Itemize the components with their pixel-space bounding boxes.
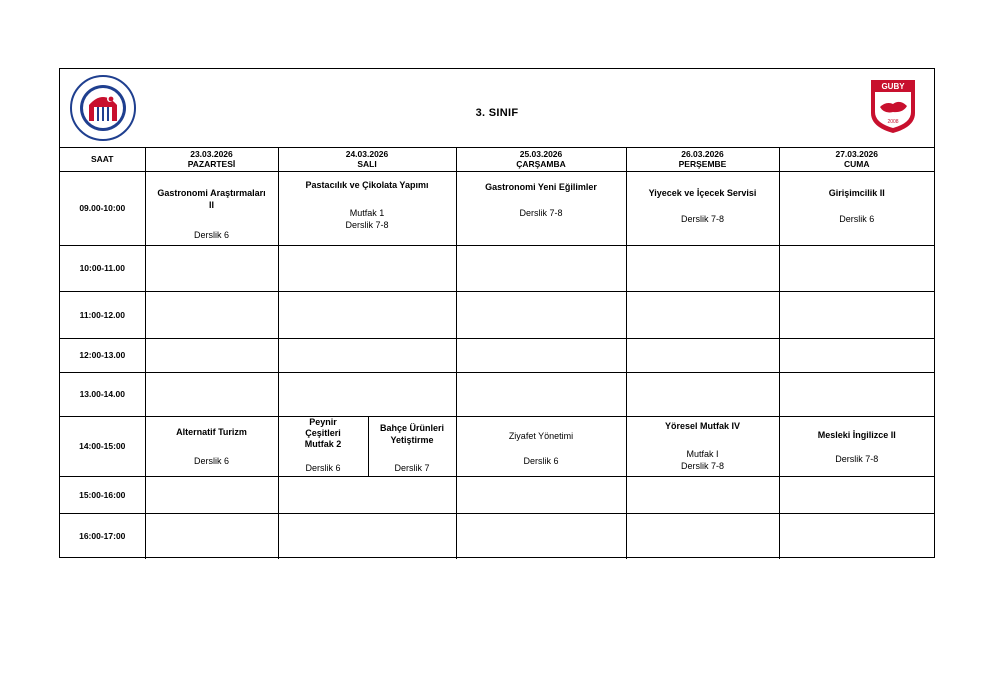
day-header-monday: 23.03.2026 PAZARTESİ [145, 147, 278, 171]
class-cell: Girişimcilik II Derslik 6 [779, 171, 934, 245]
class-cell: Yöresel Mutfak IV Mutfak I Derslik 7-8 [626, 416, 779, 476]
class-cell: Mesleki İngilizce II Derslik 7-8 [779, 416, 934, 476]
day-header-thursday: 26.03.2026 PERŞEMBE [626, 147, 779, 171]
time-cell: 13.00-14.00 [60, 372, 145, 416]
table-row [60, 171, 934, 245]
schedule-sheet [59, 68, 935, 558]
class-cell: Alternatif Turizm Derslik 6 [145, 416, 278, 476]
page-title: 3. SINIF [475, 107, 519, 119]
time-cell: 12:00-13.00 [60, 338, 145, 372]
class-cell: Gastronomi Araştırmaları II Derslik 6 [145, 171, 278, 245]
time-cell: 15:00-16:00 [60, 476, 145, 513]
time-cell: 14:00-15:00 [60, 416, 145, 476]
table-row [60, 476, 934, 513]
time-cell: 09.00-10:00 [60, 171, 145, 245]
class-cell: Yiyecek ve İçecek Servisi Derslik 7-8 [626, 171, 779, 245]
table-row [60, 416, 934, 476]
title-row [60, 69, 934, 148]
time-column-header: SAAT [60, 147, 145, 171]
class-cell: Bahçe Ürünleri Yetiştirme Derslik 7 [368, 416, 456, 476]
day-header-friday: 27.03.2026 CUMA [779, 147, 934, 171]
table-row [60, 372, 934, 416]
table-row [60, 245, 934, 291]
class-cell: Pastacılık ve Çikolata Yapımı Mutfak 1 Derslik 7-8 [278, 171, 456, 245]
day-header-tuesday: 24.03.2026 SALI [278, 147, 456, 171]
table-row [60, 291, 934, 338]
svg-text:2008: 2008 [887, 119, 899, 125]
class-cell: Gastronomi Yeni Eğilimler Derslik 7-8 [456, 171, 626, 245]
table-row [60, 338, 934, 372]
faculty-shield-logo [868, 77, 918, 135]
day-header-wednesday: 25.03.2026 ÇARŞAMBA [456, 147, 626, 171]
time-cell: 10:00-11.00 [60, 245, 145, 291]
class-cell: Peynir Çeşitleri Mutfak 2 Derslik 6 [278, 416, 368, 476]
header-row [60, 147, 934, 171]
svg-text:GUBY: GUBY [881, 82, 905, 91]
class-cell: Ziyafet Yönetimi Derslik 6 [456, 416, 626, 476]
time-cell: 11:00-12.00 [60, 291, 145, 338]
schedule-table [60, 147, 934, 559]
table-row [60, 513, 934, 559]
time-cell: 16:00-17:00 [60, 513, 145, 559]
